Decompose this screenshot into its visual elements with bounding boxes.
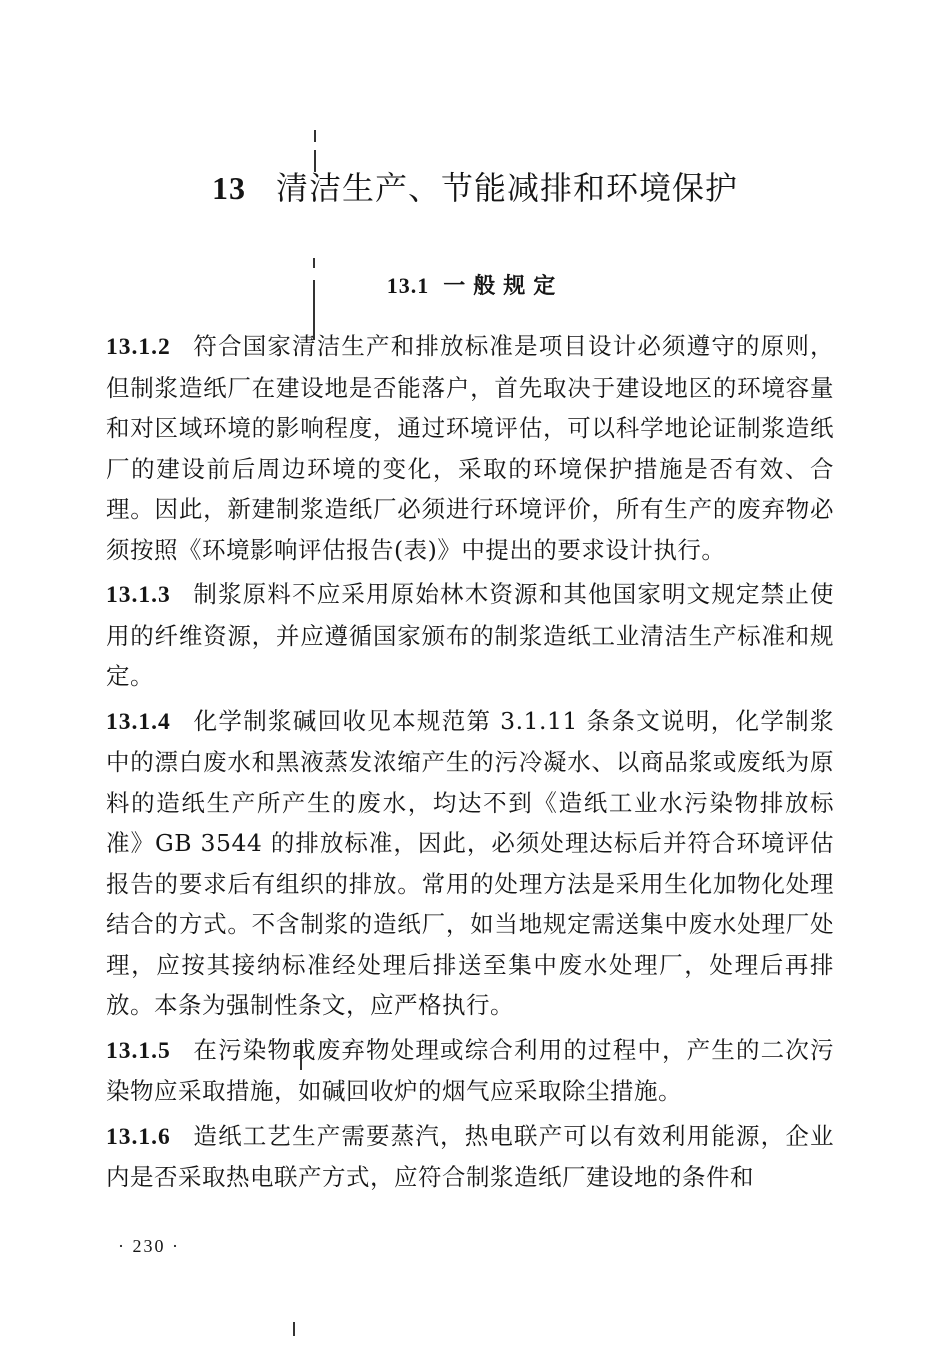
chapter-title: [0, 164, 950, 212]
clause-text: 制浆原料不应采用原始林木资源和其他国家明文规定禁止使用的纤维资源，并应遵循国家颁布的制浆造纸工业清洁生产标准和规定。: [106, 580, 834, 690]
clause-number: 13.1.2: [106, 334, 171, 360]
body-text: [106, 326, 834, 1202]
page-number: · 230 ·: [118, 1236, 180, 1256]
clause: [106, 1116, 834, 1198]
clause-number: 13.1.3: [106, 582, 171, 608]
clause-number: 13.1.4: [106, 708, 171, 735]
clause-text: 符合国家清洁生产和排放标准是项目设计必须遵守的原则，但制浆造纸厂在建设地是否能落户，首先取决于建设地区的环境容量和对区域环境的影响程度，通过环境评估，可以科学地论证制浆造纸厂的建设前后周边环境的变化，采取的环境保护措施是否有效、合理。因此，新建制浆造纸厂必须进行环境评价，所有生产的废弃物必须按照《环境影响评估报告(表)》中提出的要求设计执行。: [106, 332, 834, 564]
section-title-text: 一般规定: [443, 273, 564, 299]
clause-text: 造纸工艺生产需要蒸汽，热电联产可以有效利用能源，企业内是否采取热电联产方式，应符合制浆造纸厂建设地的条件和: [106, 1121, 834, 1191]
fold-mark: [314, 130, 316, 142]
clause: [106, 326, 834, 570]
section-title: [0, 268, 950, 304]
fold-mark: [313, 258, 315, 268]
chapter-title-text: 清洁生产、节能减排和环境保护: [275, 169, 738, 207]
clause: [106, 1030, 834, 1112]
clause: [106, 574, 834, 697]
clause-number: 13.1.5: [106, 1037, 171, 1064]
clause: [106, 701, 834, 1026]
clause-text: 在污染物或废弃物处理或综合利用的过程中，产生的二次污染物应采取措施，如碱回收炉的烟气应采取除尘措施。: [106, 1035, 834, 1105]
clause-text: 化学制浆碱回收见本规范第 3.1.11 条条文说明，化学制浆中的漂白废水和黑液蒸发浓缩产生的污冷凝水、以商品浆或废纸为原料的造纸生产所产生的废水，均达不到《造纸工业水污染物排放标准》GB 3544 的排放标准，因此，必须处理达标后并符合环境评估报告的要求后有组织的排放。常用的处理方法是采用生化加物化处理结合的方式。不含制浆的造纸厂，如当地规定需送集中废水处理厂处理，应按其接纳标准经处理后排送至集中废水处理厂，处理后再排放。本条为强制性条文，应严格执行。: [106, 706, 834, 1019]
clause-number: 13.1.6: [106, 1123, 171, 1150]
chapter-number: 13: [211, 170, 246, 206]
section-number: 13.1: [386, 273, 430, 298]
fold-mark: [293, 1322, 295, 1336]
